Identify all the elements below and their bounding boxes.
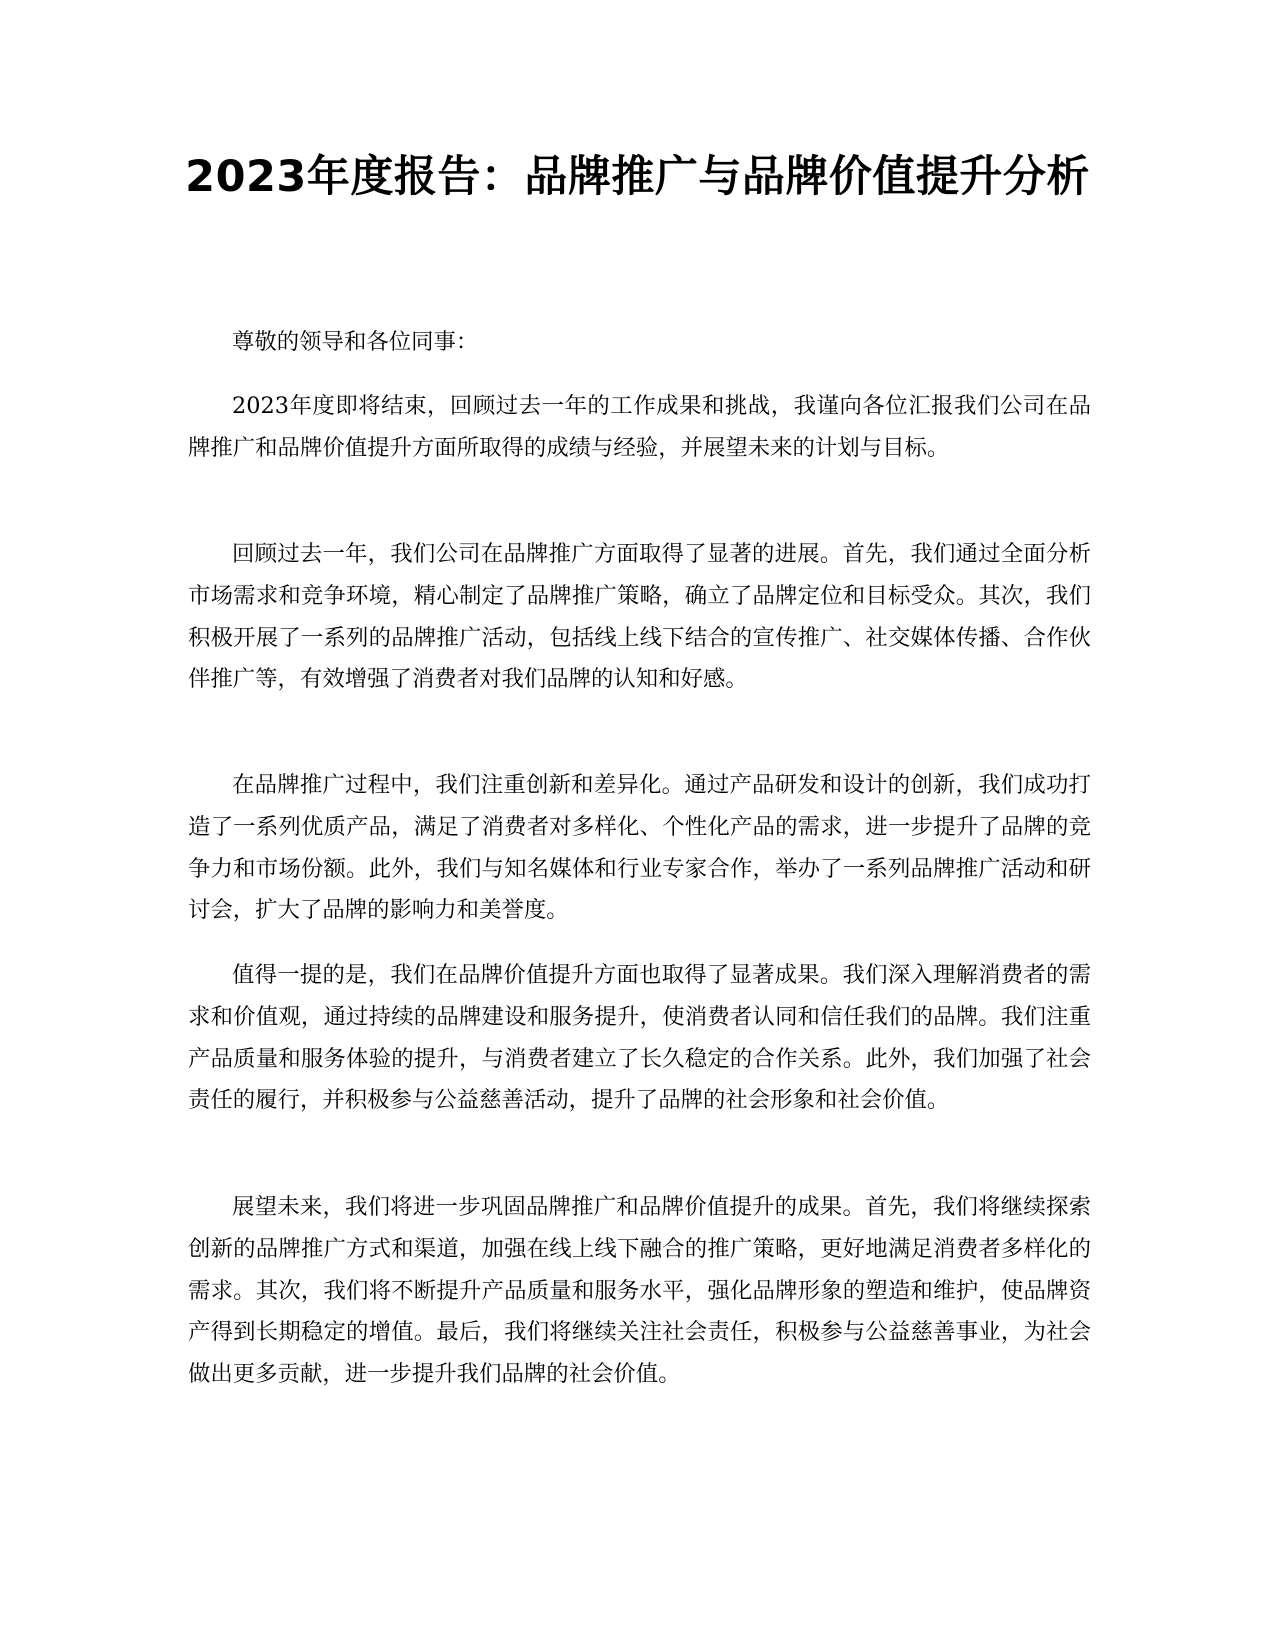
paragraph-intro: 2023年度即将结束，回顾过去一年的工作成果和挑战，我谨向各位汇报我们公司在品牌推广和品牌价值提升方面所取得的成绩与经验，并展望未来的计划与目标。 — [188, 393, 1091, 461]
paragraph-brand-promotion: 回顾过去一年，我们公司在品牌推广方面取得了显著的进展。首先，我们通过全面分析市场需求和竞争环境，精心制定了品牌推广策略，确立了品牌定位和目标受众。其次，我们积极开展了一系列的品牌推广活动，包括线上线下结合的宣传推广、社交媒体传播、合作伙伴推广等，有效增强了消费者对我们品牌的认知和好感。 — [188, 541, 1091, 693]
document-title: 2023年度报告：品牌推广与品牌价值提升分析 — [185, 152, 1090, 202]
paragraph-outlook: 展望未来，我们将进一步巩固品牌推广和品牌价值提升的成果。首先，我们将继续探索创新的品牌推广方式和渠道，加强在线上线下融合的推广策略，更好地满足消费者多样化的需求。其次，我们将不断提升产品质量和服务水平，强化品牌形象的塑造和维护，使品牌资产得到长期稳定的增值。最后，我们将继续关注社会责任，积极参与公益慈善事业，为社会做出更多贡献，进一步提升我们品牌的社会价值。 — [188, 1194, 1091, 1388]
paragraph-innovation: 在品牌推广过程中，我们注重创新和差异化。通过产品研发和设计的创新，我们成功打造了一系列优质产品，满足了消费者对多样化、个性化产品的需求，进一步提升了品牌的竞争力和市场份额。此外，我们与知名媒体和行业专家合作，举办了一系列品牌推广活动和研讨会，扩大了品牌的影响力和美誉度。 — [188, 772, 1091, 924]
salutation: 尊敬的领导和各位同事： — [232, 329, 479, 355]
paragraph-brand-value: 值得一提的是，我们在品牌价值提升方面也取得了显著成果。我们深入理解消费者的需求和价值观，通过持续的品牌建设和服务提升，使消费者认同和信任我们的品牌。我们注重产品质量和服务体验的提升，与消费者建立了长久稳定的合作关系。此外，我们加强了社会责任的履行，并积极参与公益慈善活动，提升了品牌的社会形象和社会价值。 — [188, 962, 1091, 1114]
